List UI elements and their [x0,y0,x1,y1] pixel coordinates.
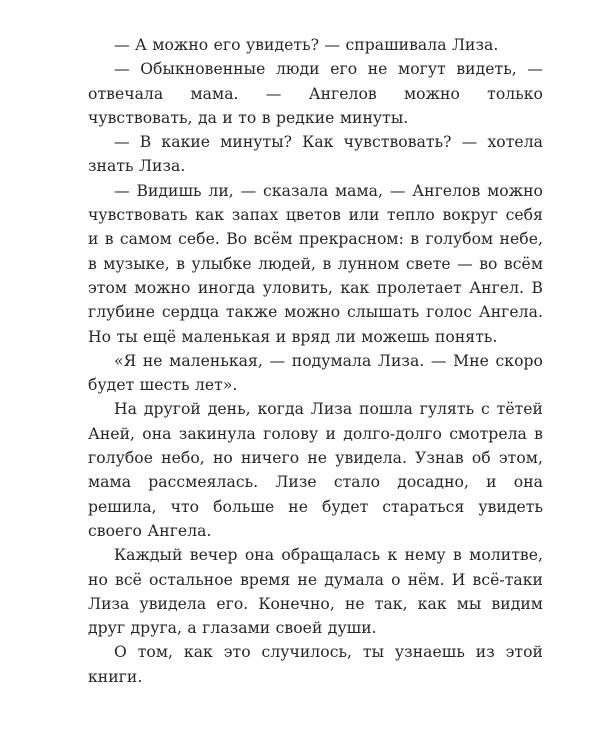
paragraph-1: — А можно его увидеть? — спрашивала Лиза. [114,36,499,54]
paragraph-6: На другой день, когда Лиза пошла гулять с тётей Аней, она закинула голову и долго-долго смотрела в голубое небо, но ничего не увидела. Узнав об этом, мама рассмеялась. Лизе стало досадно, и она решила, что больше не будет стараться увидеть своего Ангела. [88,400,543,540]
paragraph-3: — В какие минуты? Как чувствовать? — хотела знать Лиза. [88,133,543,176]
paragraph-7: Каждый вечер она обращалась к нему в молитве, но всё остальное время не думала о нём. И всё-таки Лиза увидела его. Конечно, не так, как мы видим друг друга, а глазами своей души. [88,546,543,638]
paragraph-2: — Обыкновенные люди его не могут видеть, — отвечала мама. — Ангелов можно только чувствовать, да и то в редкие минуты. [88,60,543,127]
paragraph-8: О том, как это случилось, ты узнаешь из этой книги. [88,643,543,686]
paragraph-5: «Я не маленькая, — подумала Лиза. — Мне скоро будет шесть лет». [88,351,543,395]
paragraph-4: — Видишь ли, — сказала мама, — Ангелов можно чувствовать как запах цветов или тепло вокруг себя и в самом себе. Во всём прекрасном: в голубом небе, в музыке, в улыбке людей, в лунном свете — во всём этом можно иногда уловить, как пролетает Ангел. В глубине сердца также можно слышать голос Ангела. Но ты ещё маленькая и вряд ли можешь понять. [88,181,543,346]
page-text [88,33,543,689]
